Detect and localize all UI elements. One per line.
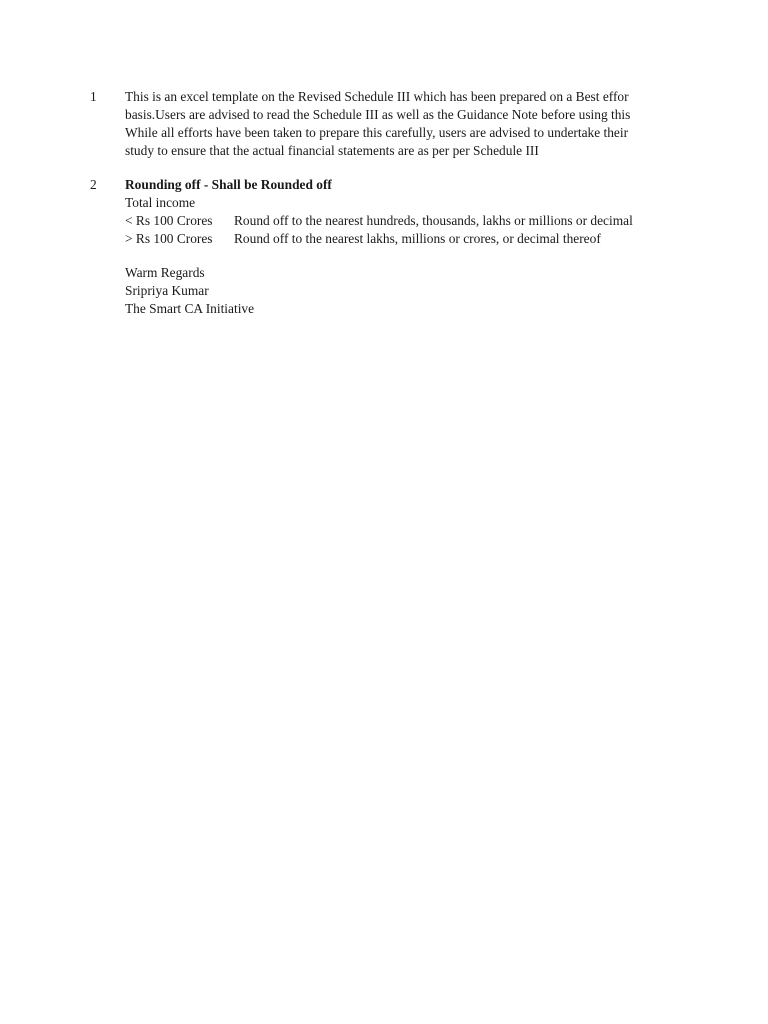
rounding-row-1-rule: Round off to the nearest hundreds, thousands, lakhs or millions or decimal (234, 213, 633, 228)
item-1-line-1: This is an excel template on the Revised Schedule III which has been prepared on a Best effor (125, 89, 629, 104)
rounding-row-1-range: < Rs 100 Crores (125, 213, 213, 228)
item-2-heading: Rounding off - Shall be Rounded off (125, 177, 332, 192)
item-2-subheading: Total income (125, 195, 196, 210)
signature-greeting: Warm Regards (125, 265, 205, 280)
rounding-row-2-rule: Round off to the nearest lakhs, millions or crores, or decimal thereof (234, 231, 601, 246)
item-1-number: 1 (90, 89, 97, 104)
item-2-number: 2 (90, 177, 97, 192)
item-1-line-2: basis.Users are advised to read the Schedule III as well as the Guidance Note before using this (125, 107, 631, 122)
item-1-line-3: While all efforts have been taken to prepare this carefully, users are advised to undertake their (125, 125, 629, 140)
item-1-line-4: study to ensure that the actual financial statements are as per per Schedule III (125, 143, 539, 158)
rounding-row-2-range: > Rs 100 Crores (125, 231, 213, 246)
signature-org: The Smart CA Initiative (125, 301, 255, 316)
signature-name: Sripriya Kumar (125, 283, 209, 298)
